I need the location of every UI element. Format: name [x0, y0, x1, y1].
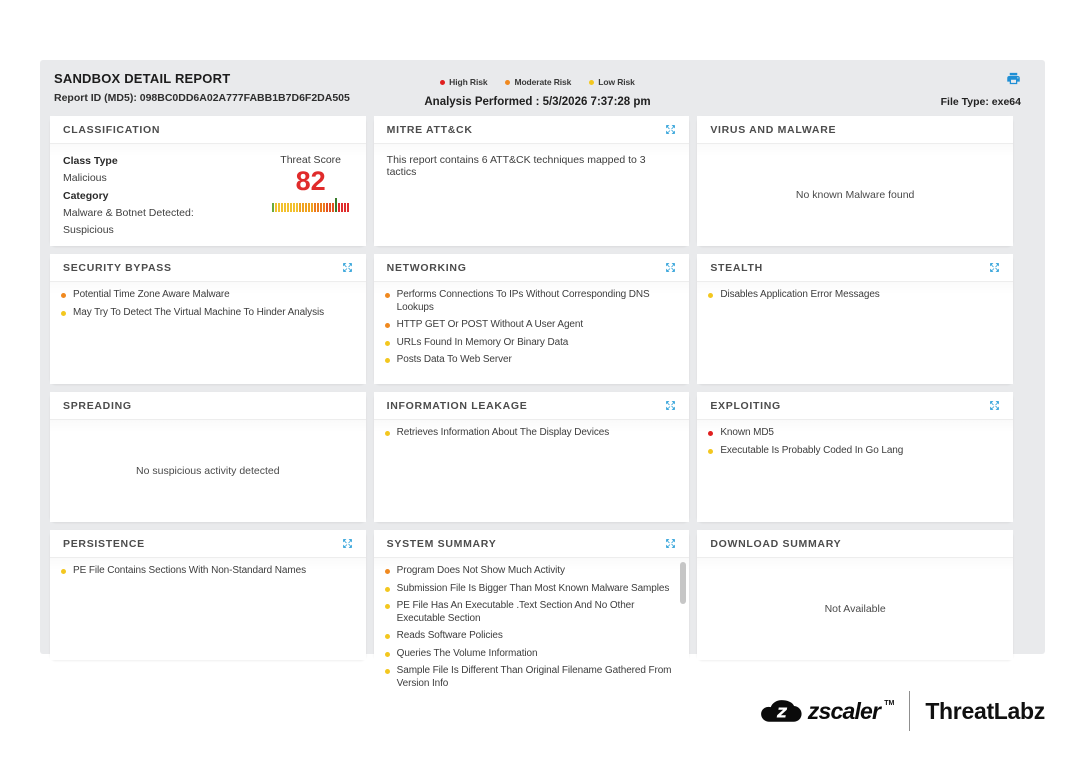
severity-dot: [385, 341, 390, 346]
finding-text: Queries The Volume Information: [396, 647, 538, 659]
finding-text: Potential Time Zone Aware Malware: [73, 289, 230, 300]
finding-item: [708, 427, 1005, 440]
finding-text: May Try To Detect The Virtual Machine To Hinder Analysis: [73, 306, 325, 318]
expand-button[interactable]: [988, 399, 1001, 412]
classification-body: [50, 144, 366, 246]
card-title: EXPLOITING: [710, 399, 781, 412]
empty-state-text: Not Available: [824, 603, 886, 615]
card-header: [697, 254, 1013, 282]
finding-item: [440, 77, 487, 88]
card-title: DOWNLOAD SUMMARY: [710, 537, 842, 550]
threat-score-block: [272, 153, 350, 246]
threat-score-gauge: [272, 198, 350, 212]
empty-state-text: No known Malware found: [795, 189, 915, 201]
finding-item: [589, 77, 635, 88]
severity-dot: [708, 431, 713, 436]
card-body: [374, 420, 690, 522]
finding-item: [385, 648, 674, 661]
card-body: [697, 282, 1013, 384]
expand-button[interactable]: [341, 537, 354, 550]
threatlabz-wordmark: ThreatLabz: [925, 697, 1045, 724]
expand-icon[interactable]: [341, 261, 354, 274]
class-type-label: Class Type: [63, 155, 118, 167]
zscaler-wordmark: zscaler: [807, 697, 881, 724]
finding-item: [385, 630, 674, 643]
empty-state-text: No suspicious activity detected: [136, 465, 280, 477]
card-spreading: [50, 392, 366, 522]
card-body: [50, 282, 366, 384]
category-value-2: Suspicious: [63, 224, 114, 237]
expand-button[interactable]: [664, 123, 677, 136]
finding-list: [374, 558, 690, 701]
card-title: SECURITY BYPASS: [63, 261, 172, 274]
finding-item: [385, 337, 682, 350]
expand-icon[interactable]: [341, 537, 354, 550]
card-header: [374, 116, 690, 144]
card-header: [697, 116, 1013, 144]
card-title: INFORMATION LEAKAGE: [386, 399, 528, 412]
severity-dot: [505, 80, 510, 85]
expand-icon[interactable]: [988, 399, 1001, 412]
print-button[interactable]: [1006, 71, 1021, 86]
severity-dot: [385, 634, 390, 639]
card-empty-body: [50, 420, 366, 522]
finding-item: [708, 445, 1005, 458]
finding-text: PE File Has An Executable .Text Section And No Other Executable Section: [396, 600, 635, 624]
severity-dot: [589, 80, 594, 85]
finding-item: [385, 665, 674, 690]
card-body: [374, 558, 690, 701]
finding-list: [697, 282, 1013, 313]
expand-button[interactable]: [664, 537, 677, 550]
brand-footer: [760, 691, 1045, 731]
finding-text: Performs Connections To IPs Without Corresponding DNS Lookups: [396, 289, 650, 313]
finding-item: [505, 77, 571, 88]
printer-icon: [1006, 71, 1021, 86]
card-system-summary: [374, 530, 690, 689]
finding-text: Posts Data To Web Server: [396, 354, 512, 365]
card-title: SYSTEM SUMMARY: [386, 537, 497, 550]
report-header-left: [54, 71, 424, 104]
report-header: [40, 60, 1045, 115]
card-title: PERSISTENCE: [63, 537, 145, 550]
finding-list: [374, 420, 690, 451]
finding-text: Executable Is Probably Coded In Go Lang: [720, 444, 904, 456]
expand-button[interactable]: [988, 261, 1001, 274]
finding-item: [385, 427, 682, 440]
finding-text: Known MD5: [720, 427, 774, 438]
finding-list: [697, 420, 1013, 468]
category-label: Category: [63, 189, 109, 202]
severity-dot: [385, 431, 390, 436]
finding-item: [61, 307, 358, 320]
finding-list: [50, 282, 366, 330]
finding-text: Retrieves Information About The Display Devices: [396, 427, 610, 438]
card-information-leakage: [374, 392, 690, 522]
card-header: [50, 116, 366, 144]
finding-text: Program Does Not Show Much Activity: [396, 565, 565, 576]
card-header: [374, 254, 690, 282]
card-body: [697, 420, 1013, 522]
card-header: [374, 530, 690, 558]
finding-list: [374, 282, 690, 378]
finding-text: Submission File Is Bigger Than Most Known Malware Samples: [396, 582, 670, 594]
card-header: [697, 392, 1013, 420]
threat-score-value: 82: [295, 166, 326, 196]
mitre-summary-text: This report contains 6 ATT&CK techniques mapped to 3 tactics: [374, 144, 690, 246]
card-empty-body: [697, 144, 1013, 246]
card-title: CLASSIFICATION: [63, 123, 161, 136]
finding-text: PE File Contains Sections With Non-Standard Names: [73, 565, 306, 576]
trademark-symbol: TM: [884, 699, 895, 707]
finding-text: High Risk: [449, 77, 488, 88]
scrollbar-thumb[interactable]: [680, 562, 686, 604]
finding-text: Sample File Is Different Than Original Filename Gathered From Version Info: [396, 665, 672, 689]
card-stealth: [697, 254, 1013, 384]
card-download-summary: [697, 530, 1013, 660]
finding-list: [50, 558, 366, 589]
severity-dot: [61, 293, 66, 298]
card-mitre-attack: [374, 116, 690, 246]
card-title: STEALTH: [710, 261, 763, 274]
severity-dot: [385, 569, 390, 574]
card-persistence: [50, 530, 366, 660]
zscaler-cloud-logo-icon: [760, 696, 804, 727]
expand-icon[interactable]: [664, 399, 677, 412]
finding-text: Disables Application Error Messages: [720, 289, 880, 300]
finding-text: Reads Software Policies: [396, 630, 503, 641]
expand-icon[interactable]: [988, 261, 1001, 274]
finding-text: Moderate Risk: [514, 77, 572, 88]
severity-dot: [385, 358, 390, 363]
severity-dot: [708, 449, 713, 454]
finding-item: [385, 319, 682, 332]
expand-icon[interactable]: [664, 261, 677, 274]
report-id: Report ID (MD5): 098BC0DD6A02A777FABB1B7D6F2DA505: [54, 92, 350, 104]
finding-item: [385, 583, 674, 596]
card-title: SPREADING: [63, 399, 132, 412]
severity-dot: [385, 587, 390, 592]
card-security-bypass: [50, 254, 366, 384]
classification-fields: [63, 153, 194, 246]
finding-item: [708, 289, 1005, 302]
expand-icon[interactable]: [664, 123, 677, 136]
card-header: [697, 530, 1013, 558]
card-body: [50, 558, 366, 660]
severity-dot: [61, 311, 66, 316]
finding-item: [385, 565, 674, 578]
analysis-performed: Analysis Performed : 5/3/2026 7:37:28 pm: [424, 96, 651, 108]
expand-icon[interactable]: [664, 537, 677, 550]
card-header: [50, 254, 366, 282]
severity-dot: [708, 293, 713, 298]
card-header: [374, 392, 690, 420]
finding-item: [61, 289, 358, 302]
class-type-value: Malicious: [63, 172, 107, 185]
risk-legend: [440, 77, 635, 88]
finding-text: URLs Found In Memory Or Binary Data: [396, 336, 569, 348]
card-empty-body: [697, 558, 1013, 660]
cards-grid: [40, 115, 1045, 689]
card-body: [374, 282, 690, 384]
category-value: Malware & Botnet Detected:: [63, 206, 194, 219]
svg-text:z: z: [776, 702, 787, 723]
finding-item: [385, 600, 674, 625]
severity-dot: [385, 604, 390, 609]
zscaler-lockup: [760, 696, 895, 727]
card-title: MITRE ATT&CK: [386, 123, 473, 136]
severity-dot: [385, 652, 390, 657]
finding-item: [61, 565, 358, 578]
card-header: [50, 392, 366, 420]
card-virus-and-malware: [697, 116, 1013, 246]
card-title: VIRUS AND MALWARE: [710, 123, 837, 136]
severity-dot: [385, 669, 390, 674]
finding-text: HTTP GET Or POST Without A User Agent: [396, 319, 584, 330]
expand-button[interactable]: [341, 261, 354, 274]
finding-item: [385, 354, 682, 367]
severity-dot: [440, 80, 445, 85]
severity-dot: [61, 569, 66, 574]
report-header-center: [424, 71, 650, 108]
card-title: NETWORKING: [386, 261, 467, 274]
finding-text: Low Risk: [598, 77, 635, 88]
severity-dot: [385, 293, 390, 298]
severity-dot: [385, 323, 390, 328]
finding-item: [385, 289, 682, 314]
card-header: [50, 530, 366, 558]
expand-button[interactable]: [664, 261, 677, 274]
card-exploiting: [697, 392, 1013, 522]
page-title: SANDBOX DETAIL REPORT: [54, 71, 231, 86]
report-header-right: [651, 71, 1021, 108]
brand-divider: [909, 691, 910, 731]
expand-button[interactable]: [664, 399, 677, 412]
file-type: File Type: exe64: [940, 96, 1021, 108]
card-classification: [50, 116, 366, 246]
sandbox-report-panel: [40, 60, 1045, 689]
card-networking: [374, 254, 690, 384]
threat-score-label: Threat Score: [280, 154, 341, 166]
